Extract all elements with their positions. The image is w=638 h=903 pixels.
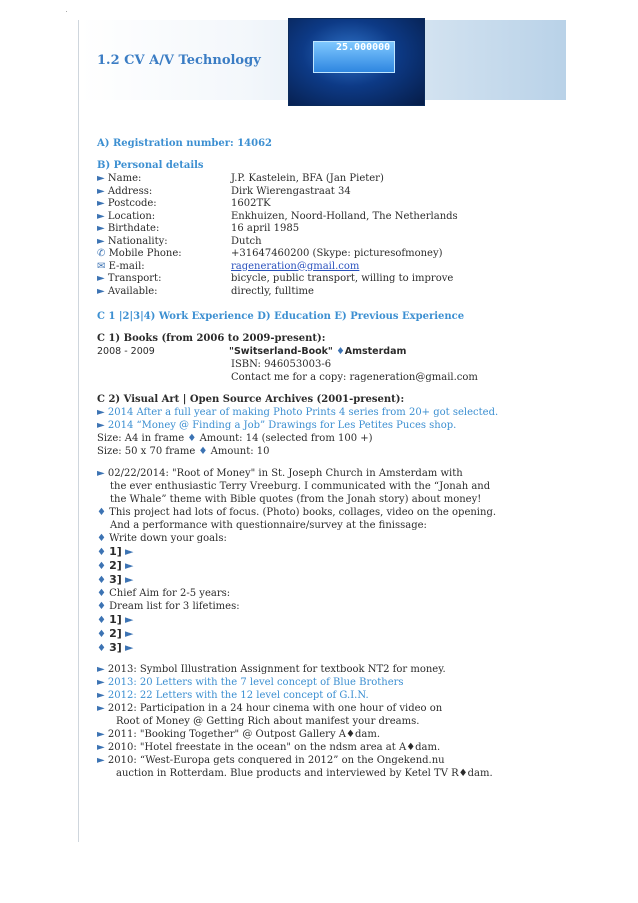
personal-label: Postcode: [107, 198, 157, 209]
diamond-icon: ♦ [97, 601, 106, 612]
personal-label: Name: [107, 173, 142, 184]
project-1-text: 2013: Symbol Illustration Assignment for textbook NT2 for money. [107, 664, 446, 675]
visual-art-size-1 [97, 433, 373, 445]
personal-label: E-mail: [108, 260, 145, 272]
root-line-1 [97, 468, 463, 480]
goal-1 [97, 546, 134, 559]
books-title-line [229, 346, 406, 357]
arrow-icon: ► [97, 407, 108, 418]
phone-icon: ✆ [97, 248, 109, 259]
visual-art-line-1 [97, 407, 498, 419]
project-6-text: 2010: "Hotel freestate in the ocean" on the ndsm area at A♦dam. [107, 742, 441, 753]
dream-1-label: 1] [109, 613, 122, 626]
root-line-1-text: 02/22/2014: "Root of Money" in St. Joseph Church in Amsterdam with [107, 468, 463, 479]
books-heading: C 1) Books (from 2006 to 2009-present): [97, 333, 326, 344]
sections-heading: C 1 |2|3|4) Work Experience D) Education E) Previous Experience [97, 311, 465, 322]
books-contact: Contact me for a copy: rageneration@gmail.com [231, 372, 478, 383]
goal-3-label: 3] [109, 573, 122, 586]
dream-2-label: 2] [109, 627, 122, 640]
personal-label: Transport: [107, 273, 162, 284]
dream-1 [97, 614, 134, 627]
email-link[interactable]: rageneration@gmail.com [231, 260, 360, 272]
goal-2-label: 2] [109, 559, 122, 572]
arrow-icon: ► [97, 198, 108, 209]
dream-3-label: 3] [109, 641, 122, 654]
diamond-icon: ♦ [97, 588, 106, 599]
diamond-icon: ♦ [97, 561, 106, 572]
photo-display-number: 25.000000 [336, 42, 391, 53]
root-line-4-text: This project had lots of focus. (Photo) books, collages, video on the opening. [109, 507, 497, 518]
dream-list [97, 601, 240, 613]
personal-row [97, 236, 168, 248]
project-3 [97, 690, 369, 702]
arrow-icon: ► [97, 664, 105, 675]
project-1 [97, 664, 446, 676]
personal-value: Dirk Wierengastraat 34 [231, 185, 351, 197]
personal-row [97, 273, 161, 285]
personal-value [231, 261, 359, 272]
amount-1-label: Amount: 14 (selected from 100 +) [199, 433, 373, 444]
root-line-3: the Whale” theme with Bible quotes (from the Jonah story) about money! [110, 494, 482, 505]
diamond-icon: ♦ [187, 433, 197, 444]
arrow-icon: ► [97, 755, 105, 766]
project-7-text: 2010: “West-Europa gets conquered in 2012” on the Ongekend.nu [107, 755, 445, 766]
dream-2 [97, 628, 134, 641]
personal-value: directly, fulltime [231, 285, 314, 297]
arrow-icon: ► [97, 185, 108, 197]
root-line-6 [97, 533, 227, 545]
project-7 [97, 755, 445, 767]
visual-art-line-1-text: 2014 After a full year of making Photo Prints 4 series from 20+ got selected. [107, 407, 499, 418]
personal-row [97, 261, 145, 273]
project-2 [97, 677, 404, 689]
project-5-text: 2011: "Booking Together" @ Outpost Gallery A♦dam. [107, 729, 380, 740]
diamond-icon: ♦ [198, 446, 208, 457]
personal-value: J.P. Kastelein, BFA (Jan Pieter) [231, 173, 384, 184]
arrow-icon: ► [97, 235, 108, 247]
personal-label: Mobile Phone: [108, 248, 182, 259]
chief-aim [97, 588, 230, 600]
diamond-icon: ♦ [97, 615, 106, 626]
chief-aim-text: Chief Aim for 2-5 years: [109, 588, 231, 599]
personal-label: Address: [107, 185, 153, 197]
dream-3 [97, 642, 134, 655]
diamond-icon: ♦ [336, 346, 345, 357]
personal-row [97, 223, 159, 235]
root-line-5: And a performance with questionnaire/survey at the finissage: [110, 520, 427, 531]
project-4-cont: Root of Money @ Getting Rich about manifest your dreams. [116, 716, 420, 727]
personal-label: Birthdate: [107, 223, 160, 234]
diamond-icon: ♦ [97, 575, 106, 586]
registration-heading: A) Registration number: 14062 [97, 138, 272, 149]
root-line-2: the ever enthusiastic Terry Vreeburg. I communicated with the “Jonah and [110, 481, 491, 492]
personal-value: Dutch [231, 235, 262, 247]
personal-value: Enkhuizen, Noord-Holland, The Netherlands [231, 210, 458, 222]
personal-row [97, 248, 182, 260]
personal-row [97, 211, 155, 223]
amount-2-label: Amount: 10 [210, 446, 270, 457]
personal-heading: B) Personal details [97, 160, 204, 171]
size-1-label: Size: A4 in frame [97, 433, 185, 444]
dream-list-text: Dream list for 3 lifetimes: [109, 601, 240, 612]
project-4-text: 2012: Participation in a 24 hour cinema with one hour of video on [107, 703, 443, 714]
arrow-icon: ► [97, 729, 105, 740]
arrow-icon: ► [97, 690, 105, 701]
arrow-icon: ► [97, 273, 108, 284]
root-line-6-text: Write down your goals: [109, 533, 227, 544]
page-title: 1.2 CV A/V Technology [97, 53, 261, 68]
arrow-icon: ► [125, 545, 134, 558]
root-line-4 [97, 507, 496, 519]
arrow-icon: ► [97, 210, 108, 222]
personal-value: 1602TK [231, 198, 271, 209]
arrow-icon: ► [97, 223, 108, 234]
size-2-label: Size: 50 x 70 frame [97, 446, 196, 457]
visual-art-size-2 [97, 446, 270, 458]
personal-row [97, 286, 158, 298]
personal-value: bicycle, public transport, willing to improve [231, 273, 454, 284]
arrow-icon: ► [97, 420, 108, 431]
personal-value: 16 april 1985 [231, 223, 300, 234]
diamond-icon: ♦ [97, 629, 106, 640]
arrow-icon: ► [125, 613, 134, 626]
visual-art-line-2 [97, 420, 456, 432]
goal-3 [97, 574, 134, 587]
books-place: Amsterdam [344, 346, 407, 357]
arrow-icon: ► [97, 285, 108, 297]
diamond-icon: ♦ [97, 643, 106, 654]
diamond-icon: ♦ [97, 507, 106, 518]
arrow-icon: ► [97, 468, 108, 479]
books-isbn: ISBN: 946053003-6 [231, 359, 332, 370]
personal-label: Location: [107, 210, 156, 222]
header-photo [288, 18, 425, 106]
project-3-text: 2012: 22 Letters with the 12 level concept of G.I.N. [107, 690, 369, 701]
personal-label: Nationality: [107, 235, 168, 247]
diamond-icon: ♦ [97, 533, 106, 544]
project-2-text: 2013: 20 Letters with the 7 level concept of Blue Brothers [107, 677, 404, 688]
goal-1-label: 1] [109, 545, 122, 558]
project-6 [97, 742, 440, 754]
arrow-icon: ► [97, 173, 108, 184]
arrow-icon: ► [97, 677, 105, 688]
corner-dot [66, 11, 67, 12]
diamond-icon: ♦ [97, 547, 106, 558]
personal-row [97, 173, 141, 185]
personal-row [97, 186, 152, 198]
project-5 [97, 729, 380, 741]
visual-art-line-2-text: 2014 “Money @ Finding a Job” Drawings for Les Petites Puces shop. [107, 420, 457, 431]
arrow-icon: ► [97, 742, 105, 753]
project-4 [97, 703, 442, 715]
personal-value: +31647460200 (Skype: picturesofmoney) [231, 248, 443, 259]
left-margin-rule [78, 20, 79, 842]
arrow-icon: ► [125, 559, 134, 572]
project-7-cont: auction in Rotterdam. Blue products and interviewed by Ketel TV R♦dam. [116, 768, 493, 779]
arrow-icon: ► [125, 641, 134, 654]
personal-row [97, 198, 157, 210]
personal-label: Available: [107, 285, 158, 297]
books-years: 2008 - 2009 [97, 346, 155, 357]
books-title: "Switserland-Book" [229, 346, 333, 357]
arrow-icon: ► [97, 703, 105, 714]
visual-art-heading: C 2) Visual Art | Open Source Archives (2001-present): [97, 394, 405, 405]
goal-2 [97, 560, 134, 573]
arrow-icon: ► [125, 627, 134, 640]
mail-icon: ✉ [97, 260, 109, 272]
arrow-icon: ► [125, 573, 134, 586]
